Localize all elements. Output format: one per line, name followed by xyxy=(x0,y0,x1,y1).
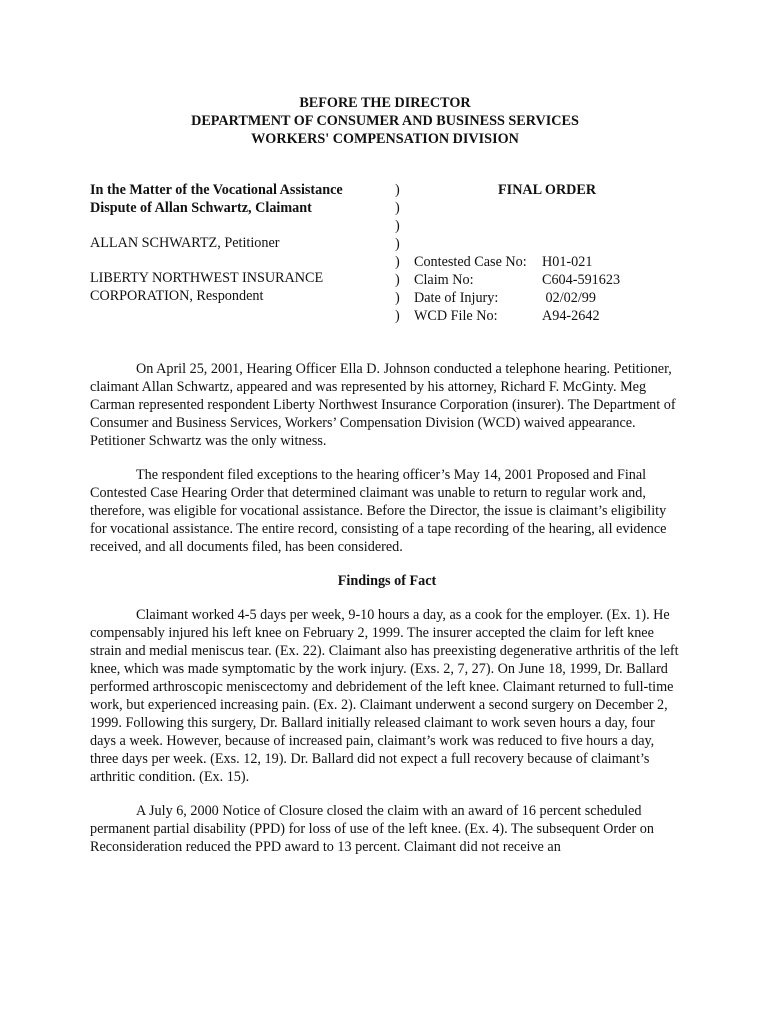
case-info-row xyxy=(414,271,620,289)
paragraph-hearing: On April 25, 2001, Hearing Officer Ella D. Johnson conducted a telephone hearing. Petitioner, claimant Allan Schwartz, appeared and was represented by his attorney, Richard F. McGinty. Meg Carman represented respondent Liberty Northwest Insurance Corporation (insurer). The Department of Consumer and Business Services, Workers’ Compensation Division (WCD) waived appearance. Petitioner Schwartz was the only witness. xyxy=(90,361,676,449)
paren: ) xyxy=(395,308,400,324)
paren: ) xyxy=(395,254,400,270)
case-info-label: Date of Injury: xyxy=(414,290,499,306)
petitioner-line: ALLAN SCHWARTZ, Petitioner xyxy=(90,235,280,251)
caption-parties xyxy=(90,181,390,305)
case-info-value: A94-2642 xyxy=(542,308,600,324)
header-line-1: BEFORE THE DIRECTOR xyxy=(299,95,471,111)
order-title: FINAL ORDER xyxy=(498,182,597,198)
matter-line-2: Dispute of Allan Schwartz, Claimant xyxy=(90,200,312,216)
matter-line-1: In the Matter of the Vocational Assistance xyxy=(90,182,343,198)
paragraph-exceptions: The respondent filed exceptions to the hearing officer’s May 14, 2001 Proposed and Final Contested Case Hearing Order that determined claimant was unable to return to regular work and, therefore, was eligible for vocational assistance. Before the Director, the issue is claimant’s eligibility for vocational assistance. The entire record, consisting of a tape recording of the hearing, all evidence received, and all documents filed, has been considered. xyxy=(90,467,667,555)
paren: ) xyxy=(395,272,400,288)
case-info xyxy=(414,253,620,325)
paren: ) xyxy=(395,236,400,252)
paren: ) xyxy=(395,290,400,306)
case-info-value: C604-591623 xyxy=(542,272,621,288)
paren: ) xyxy=(395,200,400,216)
case-info-value: 02/02/99 xyxy=(542,290,596,306)
order-body xyxy=(90,360,684,872)
case-info-label: Claim No: xyxy=(414,272,474,288)
paren: ) xyxy=(395,182,400,198)
paren: ) xyxy=(395,218,400,234)
respondent-line-2: CORPORATION, Respondent xyxy=(90,288,264,304)
paragraph-closure: A July 6, 2000 Notice of Closure closed the claim with an award of 16 percent scheduled permanent partial disability (PPD) for loss of use of the left knee. (Ex. 4). The subsequent Order on Reconsideration reduced the PPD award to 13 percent. Claimant did not receive an xyxy=(90,803,654,855)
findings-heading: Findings of Fact xyxy=(337,573,437,589)
document-header xyxy=(0,94,770,148)
header-line-3: WORKERS' COMPENSATION DIVISION xyxy=(251,131,519,147)
case-info-label: Contested Case No: xyxy=(414,254,527,270)
caption-parentheses xyxy=(395,181,407,325)
paragraph-findings: Claimant worked 4-5 days per week, 9-10 hours a day, as a cook for the employer. (Ex. 1). He compensably injured his left knee on February 2, 1999. The insurer accepted the claim for left knee strain and medial meniscus tear. (Ex. 22). Claimant also has preexisting degenerative arthritis of the left knee, which was made symptomatic by the work injury. (Exs. 2, 7, 27). On June 18, 1999, Dr. Ballard performed arthroscopic meniscectomy and debridement of the left knee. Claimant returned to full-time work, but experienced increasing pain. (Ex. 2). Claimant underwent a second surgery on December 2, 1999. Following this surgery, Dr. Ballard initially released claimant to work seven hours a day, four days a week. However, because of increased pain, claimant’s work was reduced to five hours a day, three days per week. (Exs. 12, 19). Dr. Ballard did not expect a full recovery because of claimant’s arthritic condition. (Ex. 15). xyxy=(90,607,679,785)
respondent-line-1: LIBERTY NORTHWEST INSURANCE xyxy=(90,270,324,286)
header-line-2: DEPARTMENT OF CONSUMER AND BUSINESS SERVICES xyxy=(191,113,579,129)
case-info-row xyxy=(414,253,620,271)
case-info-value: H01-021 xyxy=(542,254,593,270)
case-info-row xyxy=(414,307,620,325)
case-info-row xyxy=(414,289,620,307)
case-info-label: WCD File No: xyxy=(414,308,498,324)
